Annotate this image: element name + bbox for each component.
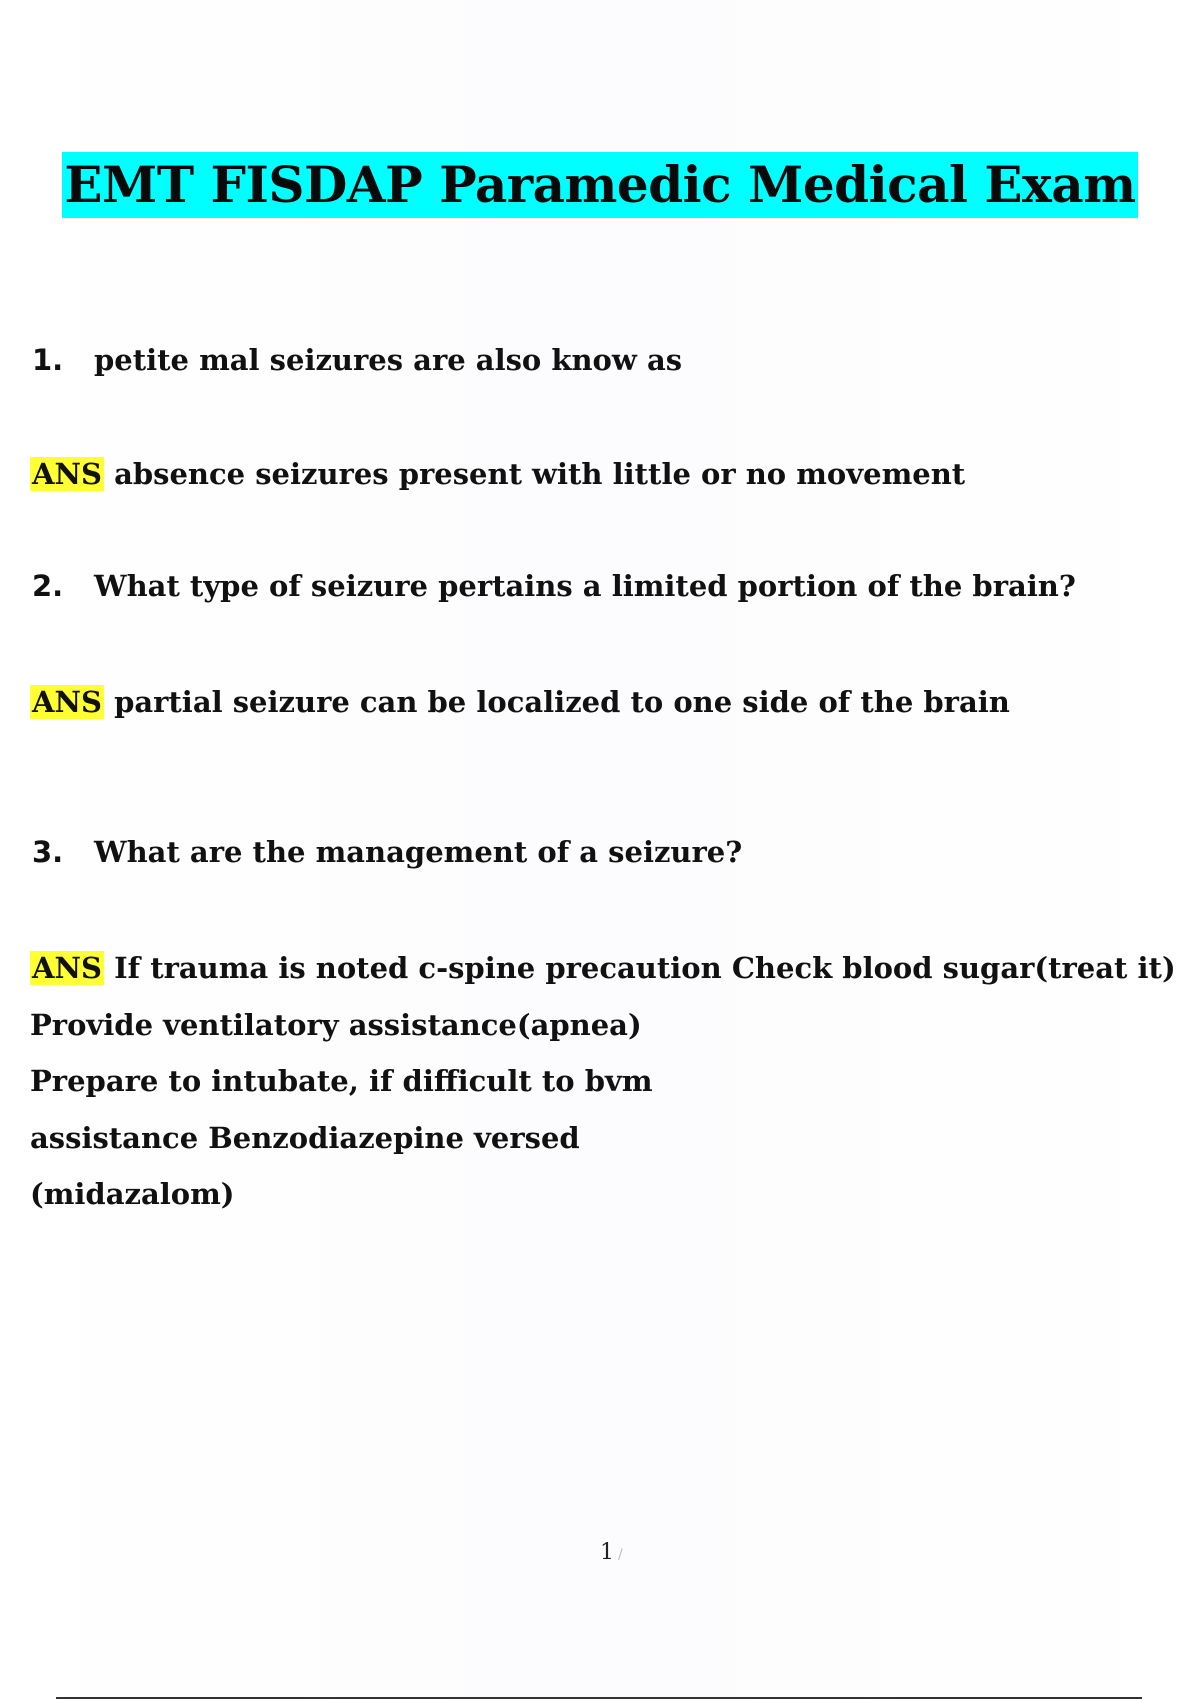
footer-rule — [56, 1697, 1142, 1699]
page-number — [600, 1540, 623, 1565]
answer-label: ANS — [32, 685, 102, 719]
question-2 — [32, 568, 1076, 604]
question-text: petite mal seizures are also know as — [94, 343, 683, 377]
answer-text: If trauma is noted c-spine precaution Check blood sugar(treat it) — [114, 951, 1176, 985]
document-title: EMT FISDAP Paramedic Medical Exam — [62, 152, 1137, 218]
title-container — [0, 152, 1200, 218]
answer-3-line-3: Prepare to intubate, if difficult to bvm — [30, 1064, 653, 1098]
page-number-value: 1 — [600, 1540, 614, 1565]
question-text: What type of seizure pertains a limited portion of the brain? — [94, 569, 1076, 603]
question-3 — [32, 834, 742, 870]
question-text: What are the management of a seizure? — [94, 835, 743, 869]
answer-label: ANS — [32, 951, 102, 985]
answer-3-line-2: Provide ventilatory assistance(apnea) — [30, 1008, 642, 1042]
page-number-separator: / — [618, 1547, 623, 1563]
question-number: 3. — [32, 835, 64, 869]
answer-text: absence seizures present with little or no movement — [114, 457, 966, 491]
answer-3 — [30, 950, 1176, 986]
answer-3-line-5: (midazalom) — [30, 1177, 235, 1211]
question-number: 2. — [32, 569, 64, 603]
answer-label: ANS — [32, 457, 102, 491]
answer-1 — [30, 456, 965, 492]
answer-2 — [30, 684, 1010, 720]
question-number: 1. — [32, 343, 64, 377]
answer-text: partial seizure can be localized to one side of the brain — [114, 685, 1010, 719]
answer-3-line-4: assistance Benzodiazepine versed — [30, 1121, 580, 1155]
question-1 — [32, 342, 682, 378]
